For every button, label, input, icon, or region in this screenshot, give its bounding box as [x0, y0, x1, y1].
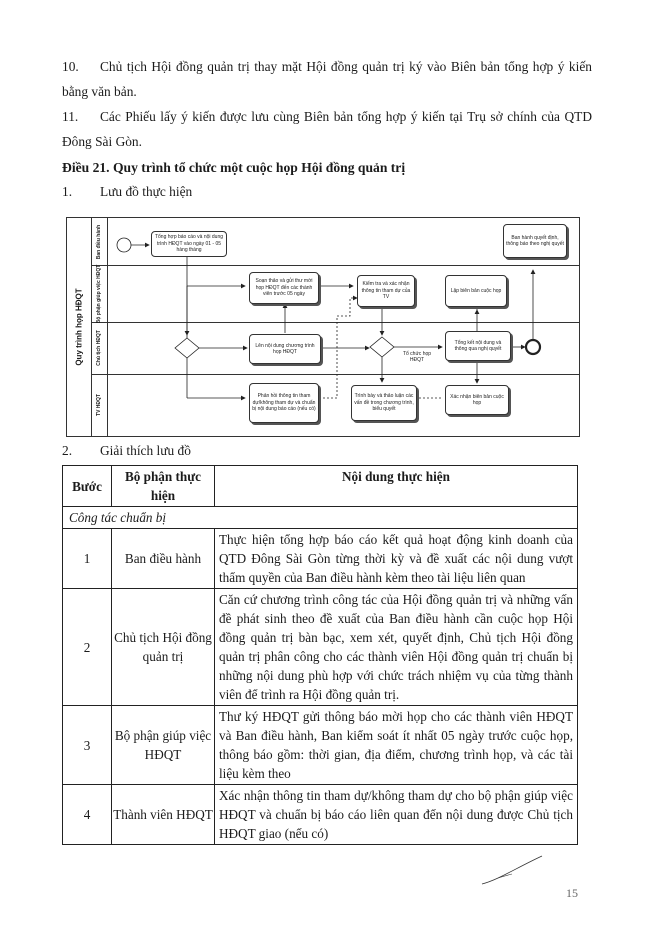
section-label: Công tác chuẩn bị — [63, 507, 578, 529]
gateway-1 — [175, 338, 199, 358]
lane-label: Bộ phận giúp việc HĐQT — [96, 264, 102, 323]
section-title: Lưu đồ thực hiện — [100, 184, 193, 199]
paragraph-11 — [62, 104, 592, 154]
step-content: Xác nhận thông tin tham dự/không tham dự cho bộ phận giúp việc HĐQT và chuẩn bị báo cáo liên quan đến nội dung được Chủ tịch HĐQT giao (nếu có) — [215, 785, 578, 845]
steps-table — [62, 465, 578, 845]
box-xac-nhan-bien-ban: Xác nhận biên bản cuộc họp — [445, 385, 509, 415]
step-dept: Thành viên HĐQT — [112, 785, 215, 845]
paragraph-text: Chủ tịch Hội đồng quản trị thay mặt Hội đồng quản trị ký vào Biên bản tổng hợp ý kiến bằng văn bản. — [62, 59, 592, 99]
table-row — [63, 589, 578, 706]
table-row — [63, 529, 578, 589]
gateway-2 — [370, 337, 394, 357]
box-phan-hoi-thong-tin: Phản hồi thông tin tham dự/không tham dự và chuẩn bị nội dung báo cáo (nếu có) — [249, 383, 319, 423]
step-dept: Chủ tịch Hội đồng quản trị — [112, 589, 215, 706]
page-number: 15 — [566, 886, 578, 900]
flowchart — [66, 217, 580, 437]
header-dept: Bộ phận thực hiện — [112, 466, 215, 507]
step-number: 1 — [63, 529, 112, 589]
article-heading: Điều 21. Quy trình tổ chức một cuộc họp Hội đồng quản trị — [62, 160, 406, 175]
start-event — [117, 238, 131, 252]
paragraph-number: 10. — [62, 59, 79, 74]
paragraph-10 — [62, 54, 592, 104]
section-title: Giải thích lưu đồ — [100, 443, 191, 458]
box-trinh-bay-thao-luan: Trình bày và thảo luận các vấn đề trong chương trình, biểu quyết — [351, 385, 417, 421]
box-len-noi-dung: Lên nội dung chương trình họp HĐQT — [249, 334, 321, 364]
table-row — [63, 706, 578, 785]
paragraph-number: 11. — [62, 109, 79, 124]
box-lap-bien-ban: Lập biên bản cuộc họp — [445, 275, 507, 307]
box-tong-ket-noi-dung: Tổng kết nội dung và thông qua nghị quyết — [445, 331, 511, 361]
table-header-row — [63, 466, 578, 507]
box-soan-thao-thu-moi: Soạn thảo và gửi thư mời họp HĐQT đến các thành viên trước 05 ngày — [249, 272, 319, 304]
lane-label: Chủ tịch HĐQT — [96, 330, 102, 366]
step-content: Thực hiện tổng hợp báo cáo kết quả hoạt động kinh doanh của QTD Đông Sài Gòn từng thời kỳ và đề xuất các nội dung vượt thẩm quyền của Ban điều hành kèm theo tài liệu liên quan — [215, 529, 578, 589]
box-kiem-tra-xac-nhan: Kiểm tra và xác nhận thông tin tham dự của TV — [357, 275, 415, 307]
step-content: Thư ký HĐQT gửi thông báo mời họp cho các thành viên HĐQT và Ban điều hành, Ban kiểm soát ít nhất 05 ngày trước cuộc họp, thông báo gồm: thời gian, địa điểm, chương trình họp, và các tài liệu kèm theo — [215, 706, 578, 785]
step-number: 3 — [63, 706, 112, 785]
box-tong-hop-bao-cao: Tổng hợp báo cáo và nội dung trình HĐQT vào ngày 01 - 05 hàng tháng — [151, 231, 227, 257]
step-dept: Ban điều hành — [112, 529, 215, 589]
header-content: Nội dung thực hiện — [215, 466, 578, 507]
step-number: 2 — [63, 589, 112, 706]
table-section-row — [63, 507, 578, 529]
box-ban-hanh-quyet-dinh: Ban hành quyết định, thông báo theo nghị quyết — [503, 224, 567, 258]
section-number: 1. — [62, 184, 73, 199]
end-event — [526, 340, 540, 354]
label-to-chuc-hop: Tổ chức họp HĐQT — [402, 351, 432, 363]
section-number: 2. — [62, 443, 73, 458]
table-row — [63, 785, 578, 845]
step-number: 4 — [63, 785, 112, 845]
section-1-heading — [62, 184, 192, 200]
pool-label: Quy trình họp HĐQT — [67, 218, 92, 436]
section-2-heading — [62, 443, 191, 459]
paragraph-text: Các Phiếu lấy ý kiến được lưu cùng Biên bản tổng hợp ý kiến tại Trụ sở chính của QTD Đông Sài Gòn. — [62, 109, 592, 149]
signature-mark — [478, 850, 548, 890]
lane-label: TV HĐQT — [96, 394, 102, 416]
step-dept: Bộ phận giúp việc HĐQT — [112, 706, 215, 785]
step-content: Căn cứ chương trình công tác của Hội đồng quản trị và những vấn đề phát sinh theo đề xuất của Ban điều hành cần cuộc họp Hội đồng quản trị bàn bạc, xem xét, quyết định, Chủ tịch Hội đồng quản trị phân công cho các thành viên Hội đồng quản trị chuẩn bị những nội dung phù hợp với chức trách nhiệm vụ của từng thành viên để trình ra Hội đồng quản trị. — [215, 589, 578, 706]
lane-label: Ban điều hành — [96, 224, 102, 259]
header-step: Bước — [63, 466, 112, 507]
